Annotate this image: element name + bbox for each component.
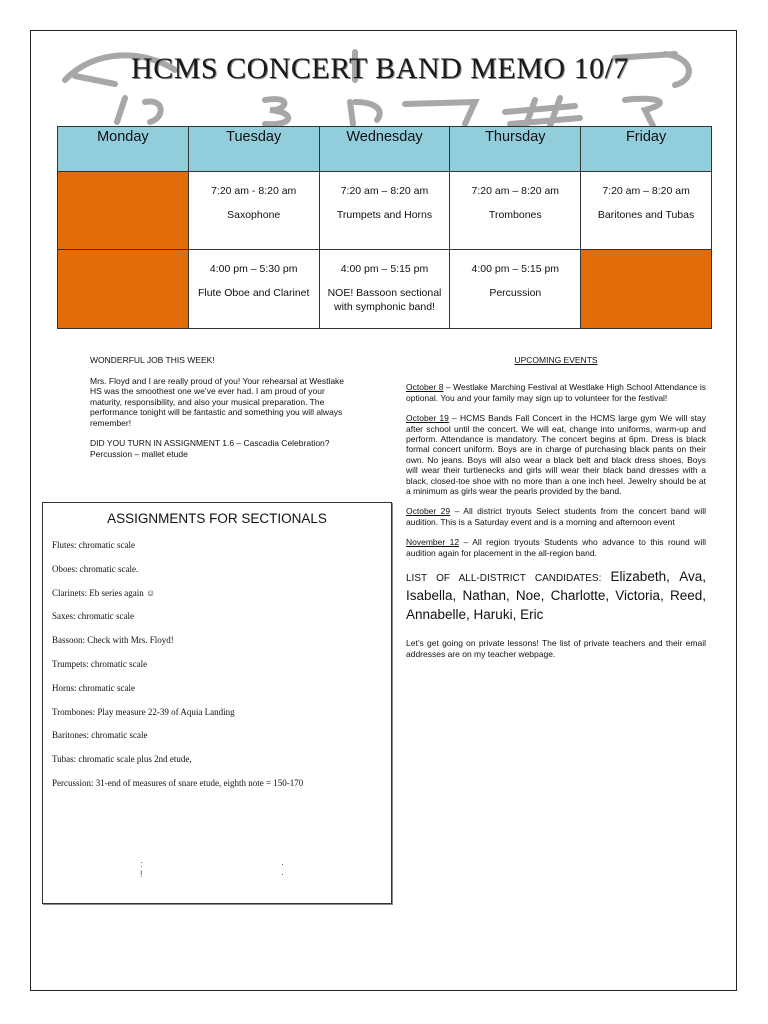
upcoming-events <box>406 355 706 659</box>
notes-paragraph: Mrs. Floyd and I are really proud of you! Your rehearsal at Westlake HS was the smoothest one we’ve ever had. I am proud of your maturity, responsibility, and also your musical preparation. The performance tonight will be fantastic and something you will always remember! <box>90 375 345 428</box>
assignment-question: DID YOU TURN IN ASSIGNMENT 1.6 – Cascadia Celebration? <box>90 438 330 448</box>
event-date: October 29 <box>406 506 451 517</box>
day-header-wednesday: Wednesday <box>319 127 450 172</box>
sectional-assignments-box <box>42 502 392 904</box>
event-item <box>406 506 706 527</box>
district-candidates <box>406 568 706 625</box>
assignment-reminder <box>90 438 358 459</box>
event-item <box>406 537 706 558</box>
events-heading: UPCOMING EVENTS <box>514 355 598 365</box>
event-date: November 12 <box>406 537 460 548</box>
schedule-cell <box>319 250 450 329</box>
assignment-percussion: Percussion – mallet etude <box>90 448 188 459</box>
assignments-title: ASSIGNMENTS FOR SECTIONALS <box>107 511 327 526</box>
list-item: Saxes: chromatic scale <box>52 611 134 622</box>
private-lessons-note: Let’s get going on private lessons! The list of private teachers and their email addresses are on my teacher webpage. <box>406 638 706 659</box>
event-item <box>406 382 706 403</box>
cell-section: Flute Oboe and Clarinet <box>197 287 310 299</box>
cell-section: NOE! Bassoon sectional with symphonic band! <box>327 287 442 313</box>
cell-section: Trumpets and Horns <box>336 209 433 221</box>
schedule-cell <box>450 172 581 250</box>
cell-section: Trombones <box>488 209 542 221</box>
list-item: Percussion: 31-end of measures of snare etude, eighth note = 150-170 <box>52 777 304 788</box>
list-item: Trumpets: chromatic scale <box>52 658 148 669</box>
schedule-cell <box>188 172 319 250</box>
cell-time: 7:20 am - 8:20 am <box>211 185 297 197</box>
list-item: Bassoon: Check with Mrs. Floyd! <box>52 635 174 646</box>
schedule-cell <box>581 172 712 250</box>
afternoon-row <box>58 250 712 329</box>
list-item: Baritones: chromatic scale <box>52 730 148 741</box>
empty-cell <box>581 250 712 329</box>
list-item: Tubas: chromatic scale plus 2nd etude, <box>52 754 192 765</box>
list-item: Clarinets: Eb series again ☺ <box>52 587 156 598</box>
notes-heading: WONDERFUL JOB THIS WEEK! <box>90 355 215 365</box>
event-text: – Westlake Marching Festival at Westlake High School Attendance is optional. You and your family may sign up to volunteer for the festival! <box>406 382 706 403</box>
weekly-notes <box>90 355 358 469</box>
cell-section: Saxophone <box>227 209 281 221</box>
memo-header <box>55 40 705 130</box>
cell-time: 4:00 pm – 5:30 pm <box>209 263 298 275</box>
event-item <box>406 413 706 496</box>
empty-cell <box>58 250 189 329</box>
event-text: – All district tryouts Select students from the concert band will audition. This is a Saturday event and is a morning and afternoon event <box>406 506 706 527</box>
empty-cell <box>58 172 189 250</box>
schedule-cell <box>188 250 319 329</box>
cell-section: Percussion <box>489 287 542 299</box>
list-item: Horns: chromatic scale <box>52 682 135 693</box>
day-header-thursday: Thursday <box>450 127 581 172</box>
event-text: – All region tryouts Students who advance to this round will audition again for placement in the all-region band. <box>406 537 706 558</box>
sectional-schedule-table <box>57 126 712 329</box>
schedule-header-row <box>58 127 712 172</box>
stray-marks: : · ! · <box>140 859 352 879</box>
list-item: Flutes: chromatic scale <box>52 540 135 550</box>
event-date: October 8 <box>406 382 444 393</box>
cell-time: 7:20 am – 8:20 am <box>471 185 560 197</box>
cell-section: Baritones and Tubas <box>597 209 695 221</box>
schedule-cell <box>319 172 450 250</box>
cell-time: 4:00 pm – 5:15 pm <box>340 263 429 275</box>
day-header-friday: Friday <box>581 127 712 172</box>
day-header-monday: Monday <box>58 127 189 172</box>
list-item: Oboes: chromatic scale. <box>52 563 139 574</box>
schedule-cell <box>450 250 581 329</box>
candidates-label: LIST OF ALL-DISTRICT CANDIDATES: <box>406 573 602 585</box>
list-item: Trombones: Play measure 22-39 of Aquia Landing <box>52 706 235 717</box>
cell-time: 7:20 am – 8:20 am <box>340 185 429 197</box>
morning-row <box>58 172 712 250</box>
candidates-names: Elizabeth, Ava, Isabella, Nathan, Noe, Charlotte, Victoria, Reed, Annabelle, Haruki, Eric <box>406 569 707 623</box>
cell-time: 7:20 am – 8:20 am <box>602 185 690 197</box>
day-header-tuesday: Tuesday <box>188 127 319 172</box>
event-date: October 19 <box>406 413 449 424</box>
assignments-list <box>52 540 391 802</box>
event-text: – HCMS Bands Fall Concert in the HCMS large gym We will stay after school until the concert. We will eat, change into uniforms, warm-up and perform. Attendance is mandatory. The concert begins at 6pm. Dress is black formal concert uniform. Boys are in charge of purchasing black pants on their own. No jeans. Boys will also wear a black belt and black dress shoes. Boys will wear their turtlenecks and girls will wear their black band dresses with a black, closed-toe shoe with no more than a one inch heel. Jewelry should be at a minimum as girls wear the pearls provided by the band. <box>406 413 706 497</box>
memo-title: HCMS CONCERT BAND MEMO 10/7 <box>131 52 629 85</box>
cell-time: 4:00 pm – 5:15 pm <box>471 263 560 275</box>
